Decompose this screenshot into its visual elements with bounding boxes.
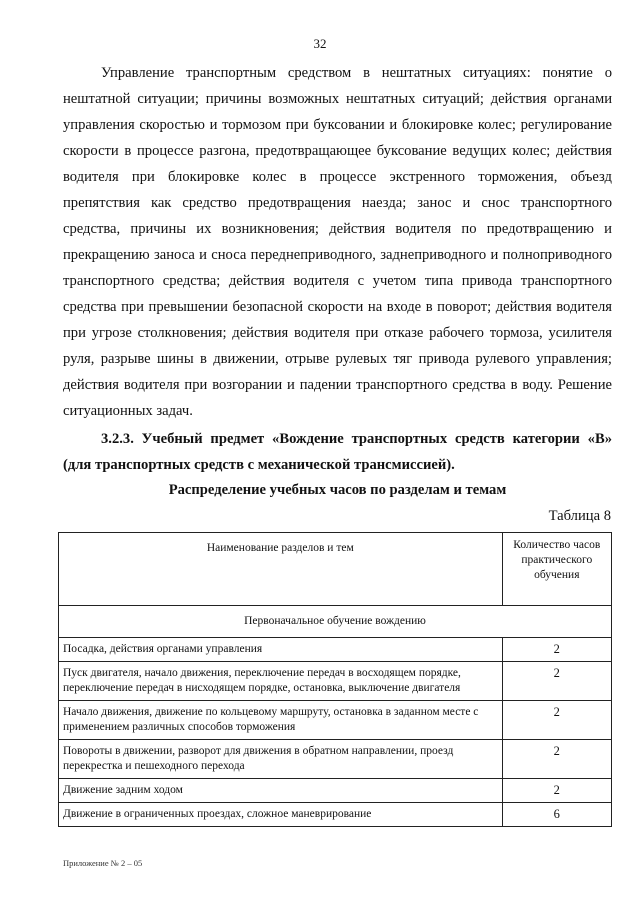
page-footer: Приложение № 2 – 05 (63, 858, 143, 868)
row-hours: 2 (502, 701, 611, 740)
row-name: Повороты в движении, разворот для движения в обратном направлении, проезд перекрестка и пешеходного перехода (59, 740, 503, 779)
table-row (59, 779, 612, 803)
row-name: Движение в ограниченных проездах, сложное маневрирование (59, 803, 503, 827)
row-name: Движение задним ходом (59, 779, 503, 803)
row-hours: 2 (502, 779, 611, 803)
row-hours: 2 (502, 740, 611, 779)
table-row (59, 662, 612, 701)
hours-table (58, 532, 612, 827)
row-name: Пуск двигателя, начало движения, переключение передач в восходящем порядке, переключение передач в нисходящем порядке, остановка, выключение двигателя (59, 662, 503, 701)
body-paragraph: Управление транспортным средством в нештатных ситуациях: понятие о нештатной ситуации; причины возможных нештатных ситуаций; действия органами управления скоростью и тормозом при буксовании и блокировке колес; регулирование скорости в процессе разгона, предотвращающее буксование ведущих колес; действия водителя при блокировке колес в процессе экстренного торможения, объезд препятствия как средство предотвращения наезда; занос и снос транспортного средства, причины их возникновения; действия водителя по предотвращению и прекращению заноса и сноса переднеприводного, заднеприводного и полноприводного транспортного средства; действия водителя с учетом типа привода транспортного средства при превышении безопасной скорости на входе в поворот; действия водителя при угрозе столкновения; действия водителя при отказе рабочего тормоза, усилителя руля, разрыве шины в движении, отрыве рулевых тяг привода рулевого управления; действия водителя при возгорании и падении транспортного средства в воду. Решение ситуационных задач. (63, 65, 612, 419)
row-hours: 2 (502, 662, 611, 701)
section-heading: 3.2.3. Учебный предмет «Вождение транспортных средств категории «B» (для транспортных средств с механической трансмиссией). (63, 431, 612, 473)
table-row (59, 803, 612, 827)
table-row (59, 701, 612, 740)
header-hours: Количество часов практического обучения (502, 533, 611, 606)
page-number: 32 (313, 36, 327, 51)
table-row (59, 638, 612, 662)
row-name: Посадка, действия органами управления (59, 638, 503, 662)
table-row (59, 740, 612, 779)
distribution-heading: Распределение учебных часов по разделам и темам (168, 482, 507, 498)
table-section-row (59, 606, 612, 638)
table-caption: Таблица 8 (548, 508, 611, 524)
row-hours: 6 (502, 803, 611, 827)
section-title: Первоначальное обучение вождению (59, 606, 612, 638)
header-name: Наименование разделов и тем (59, 533, 503, 606)
row-name: Начало движения, движение по кольцевому маршруту, остановка в заданном месте с применением различных способов торможения (59, 701, 503, 740)
row-hours: 2 (502, 638, 611, 662)
table-header-row (59, 533, 612, 606)
